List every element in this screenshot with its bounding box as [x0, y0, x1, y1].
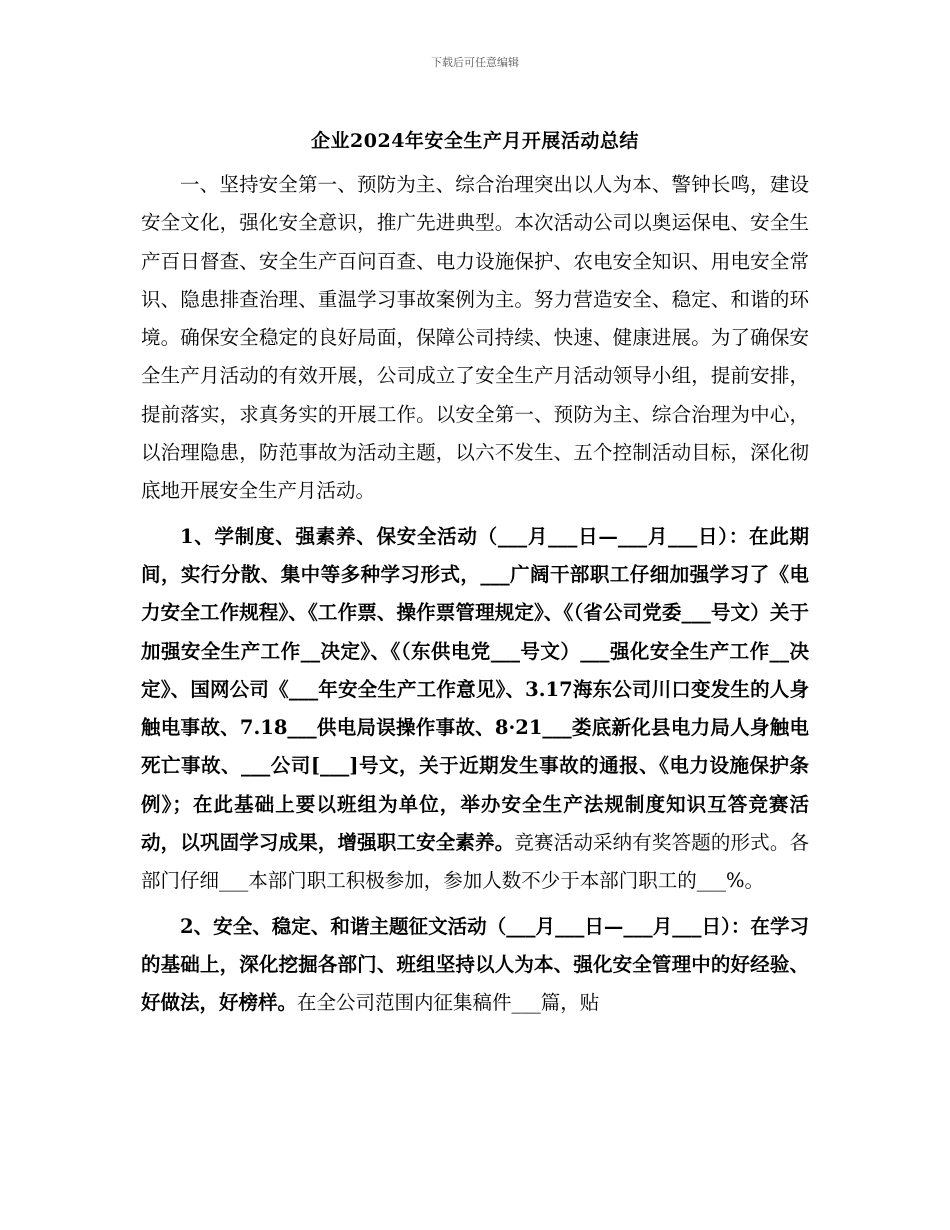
document-body — [141, 166, 809, 1023]
paragraph-study-activity-text: 竞赛活动采纳有奖答题的形式。各部门仔细___本部门职工积极参加，参加人数不少于本部门职工的___%。 — [141, 831, 809, 893]
paragraph-essay-activity-text: 在全公司范围内征集稿件___篇，贴 — [297, 991, 600, 1015]
document-title: 企业2024年安全生产月开展活动总结 — [311, 130, 639, 152]
header-note: 下载后可任意编辑 — [431, 56, 519, 69]
paragraph-intro-text: 一、坚持安全第一、预防为主、综合治理突出以人为本、警钟长鸣，建设安全文化，强化安全意识，推广先进典型。本次活动公司以奥运保电、安全生产百日督查、安全生产百问百查、电力设施保护、农电安全知识、用电安全常识、隐患排查治理、重温学习事故案例为主。努力营造安全、稳定、和谐的环境。确保安全稳定的良好局面，保障公司持续、快速、健康进展。为了确保安全生产月活动的有效开展，公司成立了安全生产月活动领导小组，提前安排，提前落实，求真务实的开展工作。以安全第一、预防为主、综合治理为中心，以治理隐患，防范事故为活动主题，以六不发生、五个控制活动目标，深化彻底地开展安全生产月活动。 — [141, 173, 809, 503]
paragraph-study-activity — [141, 518, 809, 901]
paragraph-essay-activity — [141, 908, 809, 1023]
paragraph-essay-activity-bold: 2、安全、稳定、和谐主题征文活动（___月___日—___月___日）：在学习的基础上，深化挖掘各部门、班组坚持以人为本、强化安全管理中的好经验、好做法，好榜样。 — [141, 914, 809, 1015]
paragraph-intro — [141, 166, 809, 511]
paragraph-study-activity-bold: 1、学制度、强素养、保安全活动（___月___日—___月___日）：在此期间，实行分散、集中等多种学习形式，___广阔干部职工仔细加强学习了《电力安全工作规程》、《工作票、操作票管理规定》、《（省公司党委___号文）关于加强安全生产工作__决定》、《（东供电党___号文）___强化安全生产工作__决定》、国网公司《___年安全生产工作意见》、3.17海东公司川口变发生的人身触电事故、7.18___供电局误操作事故、8·21___娄底新化县电力局人身触电死亡事故、___公司[___]号文，关于近期发生事故的通报、《电力设施保护条例》；在此基础上要以班组为单位，举办安全生产法规制度知识互答竞赛活动，以巩固学习成果，增强职工安全素养。 — [141, 524, 809, 855]
